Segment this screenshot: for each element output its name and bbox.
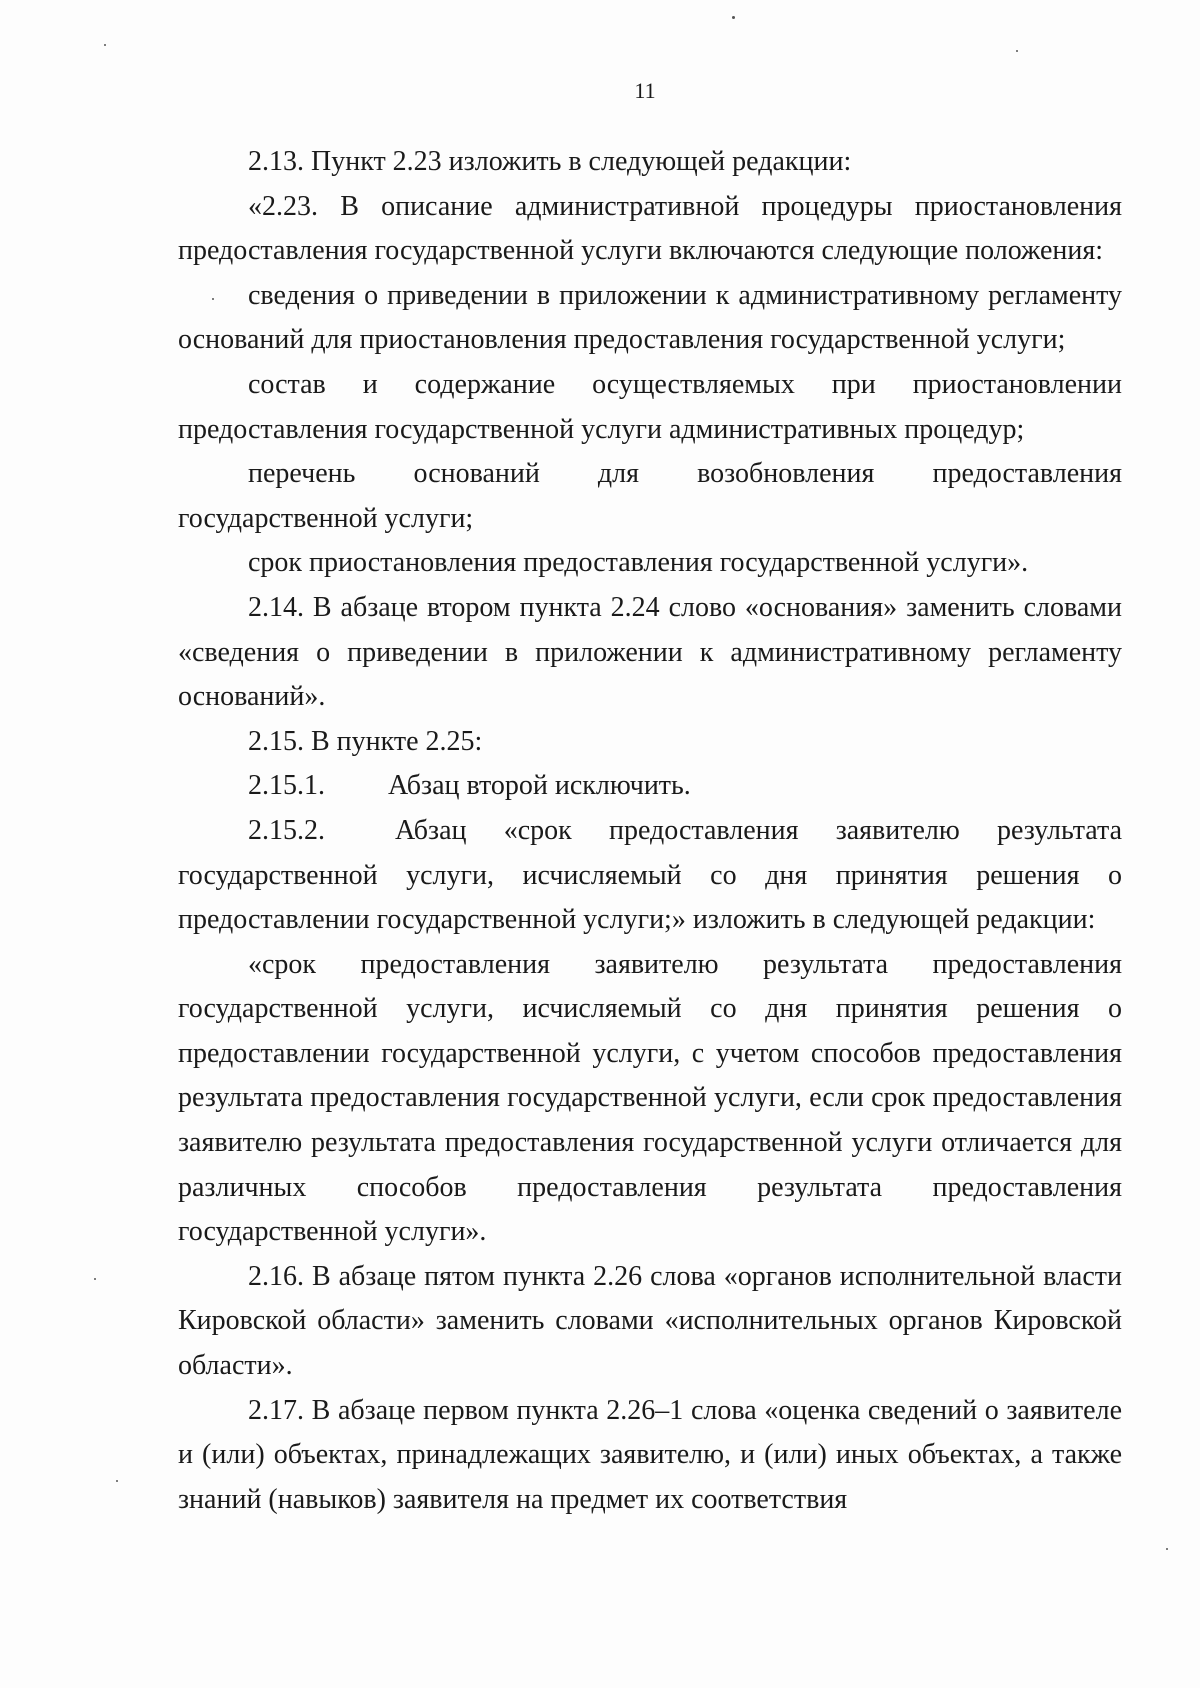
scan-speck xyxy=(116,1480,118,1482)
clause-text: Абзац «срок предоставления заявителю результата государственной услуги, исчисляемый со дня принятия решения о предоставлении государственной услуги;» изложить в следующей редакции: xyxy=(178,814,1122,936)
paragraph-2-15-2 xyxy=(178,809,1122,943)
paragraph-2-17: 2.17. В абзаце первом пункта 2.26–1 слова «оценка сведений о заявителе и (или) объектах, принадлежащих заявителю, и (или) иных объектах, а также знаний (навыков) заявителя на предмет их соответствия xyxy=(178,1394,1122,1515)
paragraph-2-15: 2.15. В пункте 2.25: xyxy=(248,725,483,757)
paragraph-resumption-grounds: перечень оснований для возобновления предоставления государственной услуги; xyxy=(178,458,1122,534)
scan-speck xyxy=(212,298,214,300)
paragraph-info-suspension-grounds: сведения о приведении в приложении к административному регламенту оснований для приостановления предоставления государственной услуги; xyxy=(178,279,1122,356)
clause-number: 2.15.2. xyxy=(248,814,325,846)
paragraph-2-13: 2.13. Пункт 2.23 изложить в следующей редакции: xyxy=(248,146,852,177)
paragraph-2-23-quote: «2.23. В описание административной процедуры приостановления предоставления государственной услуги включаются следующие положения: xyxy=(178,190,1122,267)
paragraph-new-term-wording: «срок предоставления заявителю результата предоставления государственной услуги, исчисляемый со дня принятия решения о предоставлении государственной услуги, с учетом способов предоставления результата предоставления государственной услуги, если срок предоставления заявителю результата предоставления государственной услуги отличается для различных способов предоставления результата предоставления государственной услуги». xyxy=(178,948,1122,1248)
scan-speck xyxy=(1166,1548,1168,1550)
scan-speck xyxy=(104,44,106,46)
scan-speck xyxy=(94,1278,96,1280)
clause-text: Абзац второй исключить. xyxy=(388,770,691,802)
scan-speck xyxy=(732,16,735,19)
paragraph-suspension-term: срок приостановления предоставления государственной услуги». xyxy=(248,547,1029,579)
page-number: 11 xyxy=(634,78,656,103)
clause-number: 2.15.1. xyxy=(248,770,325,802)
document-body xyxy=(178,140,1122,1522)
paragraph-2-14: 2.14. В абзаце втором пункта 2.24 слово «основания» заменить словами «сведения о приведении в приложении к административному регламенту оснований». xyxy=(178,591,1122,713)
paragraph-2-16: 2.16. В абзаце пятом пункта 2.26 слова «органов исполнительной власти Кировской области» заменить словами «исполнительных органов Кировской области». xyxy=(178,1260,1122,1382)
paragraph-2-15-1 xyxy=(178,764,1122,809)
paragraph-composition-procedures: состав и содержание осуществляемых при приостановлении предоставления государственной услуги административных процедур; xyxy=(178,368,1122,445)
scan-speck xyxy=(1016,50,1018,52)
